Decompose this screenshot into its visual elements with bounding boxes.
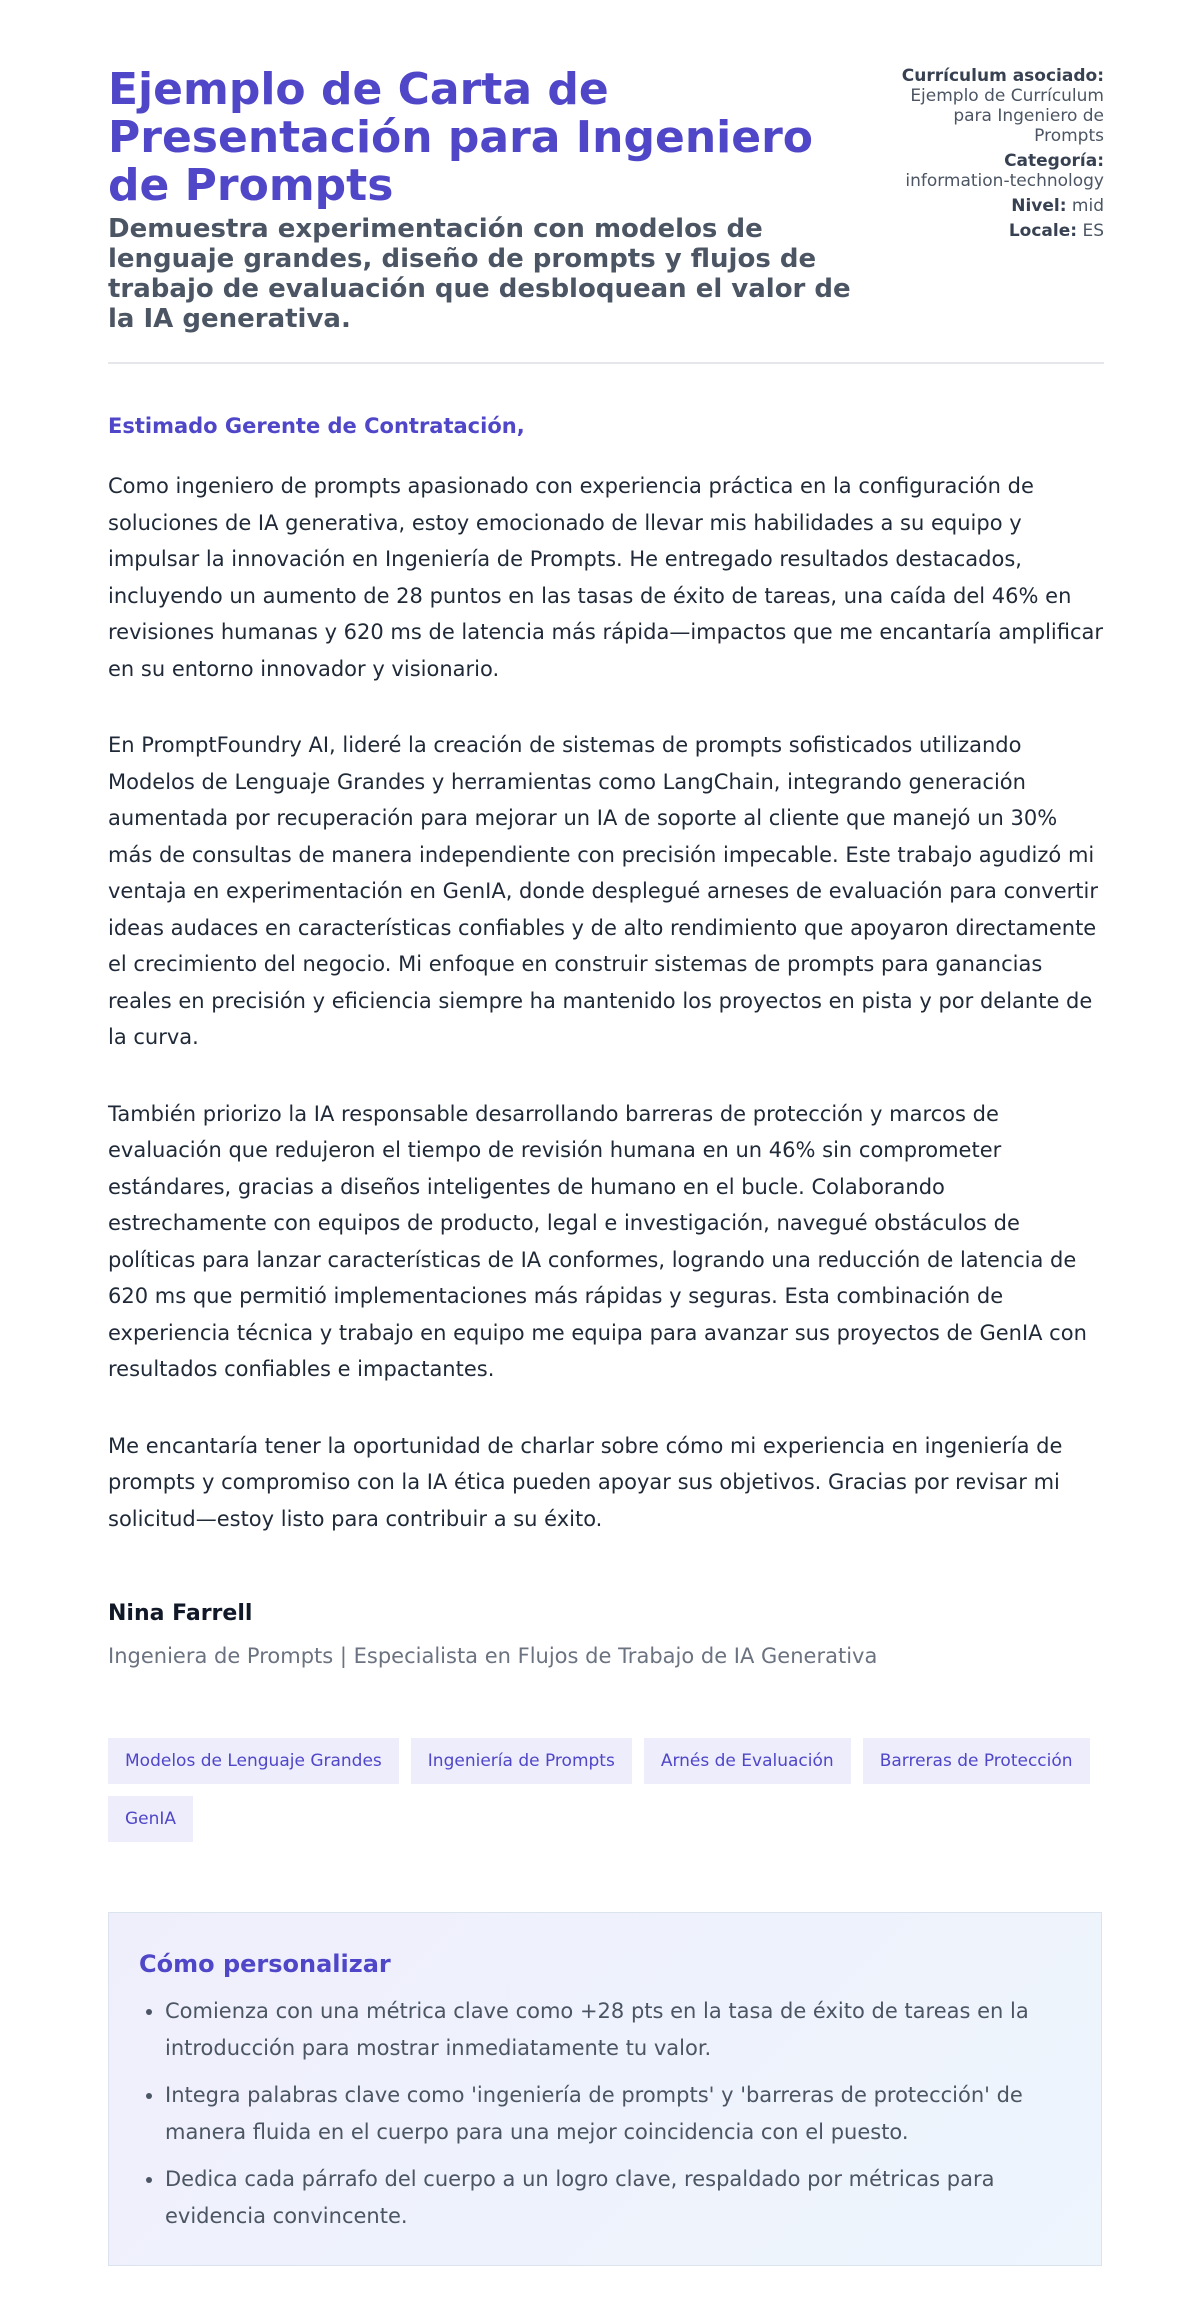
meta-level [884,196,1104,216]
skill-tag[interactable]: Ingeniería de Prompts [411,1738,632,1784]
letter-paragraph: Me encantaría tener la oportunidad de charlar sobre cómo mi experiencia en ingeniería de prompts y compromiso con la IA ética pueden apoyar sus objetivos. Gracias por revisar mi solicitud—estoy listo para contribuir a su éxito. [108,1433,1063,1531]
letter-body [108,468,1104,1577]
document-header [108,66,1104,334]
tip-item: • Dedica cada párrafo del cuerpo a un logro clave, respaldado por métricas para evidencia convincente. [165,2161,1071,2235]
letter-paragraph: También priorizo la IA responsable desarrollando barreras de protección y marcos de evaluación que redujeron el tiempo de revisión humana en un 46% sin comprometer estándares, gracias a diseños inteligentes de humano en el bucle. Colaborando estrechamente con equipos de producto, legal e investigación, navegué obstáculos de políticas para lanzar características de IA conformes, logrando una reducción de latencia de 620 ms que permitió implementaciones más rápidas y seguras. Esta combinación de experiencia técnica y trabajo en equipo me equipa para avanzar sus proyectos de GenIA con resultados confiables e impactantes. [108,1101,1087,1381]
meta-resume-label: Currículum asociado: [901,66,1104,86]
tips-list [139,1993,1071,2235]
letter-salutation: Estimado Gerente de Contratación, [108,414,525,438]
tip-item: • Comienza con una métrica clave como +28 pts en la tasa de éxito de tareas en la introducción para mostrar inmediatamente tu valor. [165,1993,1071,2067]
signature-title: Ingeniera de Prompts | Especialista en Flujos de Trabajo de IA Generativa [108,1644,878,1668]
meta-category-label: Categoría: [1004,151,1104,171]
meta-locale-value: ES [1082,221,1104,241]
skill-tag[interactable]: Modelos de Lenguaje Grandes [108,1738,399,1784]
skill-tag[interactable]: Barreras de Protección [863,1738,1090,1784]
tip-item: • Integra palabras clave como 'ingeniería de prompts' y 'barreras de protección' de manera fluida en el cuerpo para una mejor coincidencia con el puesto. [165,2077,1071,2151]
document-meta [884,66,1104,246]
meta-resume-value[interactable]: Ejemplo de Currículum para Ingeniero de Prompts [910,86,1104,146]
skill-tag[interactable]: GenIA [108,1796,193,1842]
meta-level-value: mid [1071,196,1104,216]
header-divider [108,362,1104,364]
skill-tag[interactable]: Arnés de Evaluación [644,1738,851,1784]
meta-level-label: Nivel: [1011,196,1067,216]
meta-category [884,151,1104,191]
signature-name: Nina Farrell [108,1601,253,1626]
letter-paragraph: En PromptFoundry AI, lideré la creación de sistemas de prompts sofisticados utilizando Modelos de Lenguaje Grandes y herramientas como LangChain, integrando generación aumentada por recuperación para mejorar un IA de soporte al cliente que manejó un 30% más de consultas de manera independiente con precisión impecable. Este trabajo agudizó mi ventaja en experimentación en GenIA, donde desplegué arneses de evaluación para convertir ideas audaces en características confiables y de alto rendimiento que apoyaron directamente el crecimiento del negocio. Mi enfoque en construir sistemas de prompts para ganancias reales en precisión y eficiencia siempre ha mantenido los proyectos en pista y por delante de la curva. [108,733,1098,1049]
customization-tips-box [108,1912,1102,2266]
meta-locale [884,221,1104,241]
tips-title: Cómo personalizar [139,1950,391,1978]
meta-resume [884,66,1104,146]
meta-locale-label: Locale: [1008,221,1078,241]
page-subtitle: Demuestra experimentación con modelos de lenguaje grandes, diseño de prompts y flujos de trabajo de evaluación que desbloquean el valor de la IA generativa. [108,214,851,334]
page-title: Ejemplo de Carta de Presentación para Ingeniero de Prompts [108,64,814,211]
letter-paragraph: Como ingeniero de prompts apasionado con experiencia práctica en la configuración de soluciones de IA generativa, estoy emocionado de llevar mis habilidades a su equipo y impulsar la innovación en Ingeniería de Prompts. He entregado resultados destacados, incluyendo un aumento de 28 puntos en las tasas de éxito de tareas, una caída del 46% en revisiones humanas y 620 ms de latencia más rápida—impactos que me encantaría amplificar en su entorno innovador y visionario. [108,474,1104,681]
skill-tags [108,1738,1108,1854]
meta-category-value: information-technology [905,171,1104,191]
